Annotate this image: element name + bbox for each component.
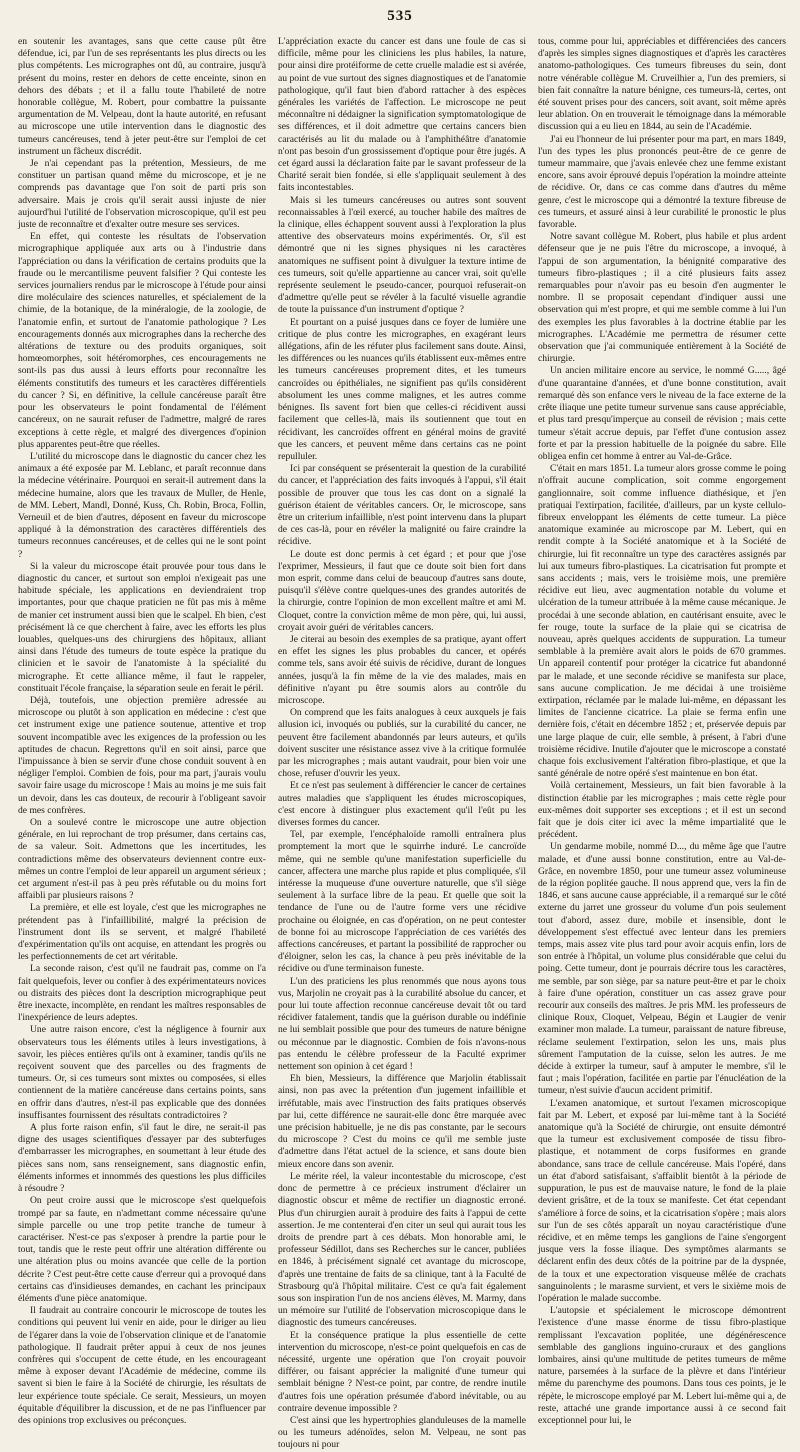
paragraph: L'examen anatomique, et surtout l'examen microscopique fait par M. Lebert, et exposé par lui-même tant à la Société anatomique qu'à la Société de chirurgie, ont ensuite démontré que la tumeur est exclusivement composée de tissu fibro-plastique, et notamment de corps fusiformes en grande abondance, sans trace de cellule cancéreuse. Mais l'opéré, dans un état d'abord satisfaisant, s'affaiblit bientôt à la période de suppuration, le pus est de mauvaise nature, le fond de la plaie devient grisâtre, et de la toux se manifeste. Cet état cependant s'améliore à force de soins, et la cicatrisation s'opère ; mais alors sur l'un de ses côtés apparaît un noyau caractéristique d'une récidive, et en même temps les ganglions de l'aine s'engorgent jusque vers la fosse iliaque. Des symptômes alarmants se déclarent enfin des deux côtés de la poitrine par de la dyspnée, de la toux et une expectoration visqueuse mêlée de crachats sanguinolents ; le marasme survient, et vers le sixième mois de l'opération le malade succombe. (538, 1097, 786, 1304)
paragraph: Un ancien militaire encore au service, le nommé G....., âgé d'une quarantaine d'années, et d'une bonne constitution, avait remarqué dès son enfance vers le niveau de la face externe de la crête iliaque une petite tumeur survenue sans cause appréciable, et plus tard presqu'imperçue au conseil de révision ; mais cette tumeur s'était accrue depuis, par l'effet d'une contusion assez forte et par la pression habituelle de la poignée du sabre. Elle obligea enfin cet homme à entrer au Val-de-Grâce. (538, 365, 786, 462)
paragraph: C'était en mars 1851. La tumeur alors grosse comme le poing n'offrait aucune complication, soit comme engorgement ganglionnaire, soit comme influence diathésique, et j'en pratiquai l'extirpation, facilitée, d'ailleurs, par un kyste cellulo-fibreux enveloppant les éléments de cette tumeur. La pièce anatomique examinée au microscope par M. Lebert, qui en rendit compte à la Société anatomique et à la Société de chirurgie, lui fit reconnaître un type des caractères assignés par lui aux tumeurs fibro-plastiques. La cicatrisation fut prompte et sans accidents ; mais, vers le troisième mois, une première récidive eut lieu, avec augmentation notable du volume et ulcération de la tumeur attribuée à la même cause mécanique. Je procédai à une seconde ablation, en cautérisant ensuite, avec le fer rouge, toute la surface de la plaie qui se cicatrisa de nouveau, après quelques accidents de suppuration. La tumeur semblable à la première avait alors le poids de 670 grammes. Un appareil contentif pour protéger la cicatrice fut abandonné par le malade, et une seconde récidive se manifesta sur place, sans aucune complication. Je me décidai à une troisième extirpation, réclamée par le malade lui-même, en dépassant les limites de l'ancienne cicatrice. La plaie se ferma enfin une dernière fois, c'était en décembre 1852 ; et, préservée depuis par une large plaque de cuir, elle semble, à présent, à l'abri d'une troisième récidive. Inutile d'ajouter que le microscope a constaté chaque fois exclusivement l'altération fibro-plastique, et que la santé générale de notre opéré s'est maintenue en bon état. (538, 463, 786, 780)
paragraph: En effet, qui conteste les résultats de l'observation micrographique appliquée aux arts ou à l'industrie dans l'appréciation ou dans la vérification de certains produits que la fraude ou le mercantilisme peuvent falsifier ? Qui conteste les services journaliers rendus par le microscope à l'étude pour ainsi dire moléculaire des sciences naturelles, et spécialement de la chimie, de la botanique, de la minéralogie, de la zoologie, de l'anatomie enfin, et surtout de l'anatomie pathologique ? Les encouragements donnés aux micrographes dans la recherche des altérations de texture ou des produits organiques, soit homœomorphes, soit hétéromorphes, ces encouragements ne sont-ils pas dus aussi à leurs efforts pour reconnaître les éléments constitutifs des tumeurs et les caractères différentiels du cancer ? Si, en définitive, la cellule cancéreuse paraît être pour les observateurs le point fondamental de l'élément cancéreux, on ne saurait refuser de l'admettre, malgré de rares exceptions à cette règle, et malgré des divergences d'opinion plus apparentes peut-être que réelles. (18, 231, 266, 450)
paragraph: La seconde raison, c'est qu'il ne faudrait pas, comme on l'a fait quelquefois, lever ou confier à des expérimentateurs novices ou distraits des pièces dont la description micrographique peut être inexacte, incomplète, en rendant les maîtres responsables de l'inexpérience de leurs adeptes. (18, 963, 266, 1024)
paragraph: C'est ainsi que les hypertrophies glanduleuses de la mamelle ou les tumeurs adénoïdes, selon M. Velpeau, ne sont pas toujours ni pour (278, 1414, 526, 1451)
paragraph: Le mérite réel, la valeur incontestable du microscope, c'est donc de permettre à ce précieux instrument d'éclairer un diagnostic obscur et même de rectifier un diagnostic erroné. Plus d'un chirurgien aurait à produire des faits à l'appui de cette assertion. Je me contenterai d'en citer un seul qui aurait tous les droits de prendre part à ces débats. Mon honorable ami, le professeur Sédillot, dans ses Recherches sur le cancer, publiées en 1846, à précisément signalé cet avantage du microscope, d'après une trentaine de faits de sa clinique, tant à la Faculté de Strasbourg qu'à l'hôpital militaire. C'est ce qu'a fait également sous son inspiration l'un de nos anciens élèves, M. Marmy, dans un mémoire sur l'utilité de l'observation microscopique dans le diagnostic des tumeurs cancéreuses. (278, 1170, 526, 1329)
paragraph: L'autopsie et spécialement le microscope démontrent l'existence d'une masse énorme de tissu fibro-plastique remplissant l'excavation poplitée, une dégénérescence semblable des ganglions inguino-cruraux et des ganglions lombaires, ainsi qu'une multitude de petites tumeurs de même nature, parsemées à la surface de la plèvre et dans l'intérieur même du parenchyme des poumons. Dans tous ces points, je le répète, le microscope employé par M. Lebert lui-même qui a, de reste, attaché une grande importance aussi à ce second fait exceptionnel pour lui, le (538, 1305, 786, 1426)
paragraph: Et ce n'est pas seulement à différencier le cancer de certaines autres maladies que s'appliquent les études microscopiques, c'est encore à distinguer plus exactement qu'il l'eût pu les diverses formes du cancer. (278, 780, 526, 828)
paragraph: Déjà, toutefois, une objection première adressée au microscope ou plutôt à son application en médecine : c'est que cet instrument exige une patience soutenue, attentive et trop souvent incompatible avec les exigences de la profession ou les aptitudes de chacun. Regrettons qu'il en soit ainsi, parce que l'impuissance à bien se servir d'une chose conduit souvent à en négliger l'emploi. Combien de fois, pour ma part, j'aurais voulu savoir faire usage du microscope ! Mais au moins je me suis fait un devoir, dans les cas douteux, de recourir à l'obligeant savoir de mes confrères. (18, 694, 266, 816)
column-3 (538, 36, 786, 1426)
paragraph: L'utilité du microscope dans le diagnostic du cancer chez les animaux a été exposée par M. Leblanc, et paraît reconnue dans la médecine vétérinaire. Pourquoi en serait-il autrement dans la médecine humaine, alors que les travaux de Muller, de Henle, de MM. Lebert, Mandl, Donné, Kuss, Ch. Robin, Broca, Follin, Verneuil et de bien d'autres, déposent en faveur du microscope appliqué à la démonstration des caractères différentiels des tumeurs reconnues cancéreuses, et de celles qui ne le sont point ? (18, 450, 266, 560)
paragraph: tous, comme pour lui, appréciables et différenciées des cancers d'après les simples signes diagnostiques et d'après les caractères anatomo-pathologiques. Ces tumeurs fibreuses du sein, dont notre vénérable collègue M. Cruveilhier a, l'un des premiers, si bien fait connaître la nature bénigne, ces tumeurs-là, certes, ont été souvent prises pour des cancers, soit avant, soit même après leur ablation. On en trouverait le témoignage dans la mémorable discussion qui a eu lieu en 1844, au sein de l'Académie. (538, 36, 786, 133)
paragraph: Mais si les tumeurs cancéreuses ou autres sont souvent reconnaissables à l'œil exercé, au toucher habile des maîtres de la clinique, elles échappent souvent aussi à l'exploration la plus attentive des observateurs moins expérimentés. Or, s'il est démontré que ni les signes physiques ni les caractères anatomiques ne suffisent point à divulguer la texture intime de ces tumeurs, soit qu'elle appartienne au cancer vrai, soit qu'elle représente seulement le pseudo-cancer, pourquoi refuserait-on d'admettre qu'elle peut se révéler à la faculté visuelle agrandie de toute la puissance d'un instrument d'optique ? (278, 194, 526, 316)
paragraph: Voilà certainement, Messieurs, un fait bien favorable à la distinction établie par les micrographes ; mais cette règle pour eux-mêmes doit supporter ses exceptions ; et il est un second fait que je dois citer ici avec la même impartialité que le précédent. (538, 780, 786, 841)
paragraph: L'un des praticiens les plus renommés que nous ayons tous vus, Marjolin ne croyait pas à la curabilité absolue du cancer, et pour lui toute affection reconnue cancéreuse devait tôt ou tard récidiver fatalement, tandis que la guérison durable ou indéfinie ne lui semblait possible que pour des tumeurs de nature bénigne ou méconnue par le diagnostic. Combien de fois n'avons-nous pas entendu le célèbre professeur de la Faculté exprimer nettement son opinion à cet égard ! (278, 975, 526, 1073)
paragraph: Un gendarme mobile, nommé D..., du même âge que l'autre malade, et d'une aussi bonne constitution, entre au Val-de-Grâce, en novembre 1850, pour une tumeur assez volumineuse de la région poplitée gauche. Il nous apprend que, vers la fin de 1846, et sans aucune cause appréciable, il a remarqué sur le côté externe du jarret une grosseur du volume d'un pois seulement tout d'abord, assez dure, mobile et insensible, dont le développement s'est effectué avec lenteur dans les premiers temps, mais assez vite plus tard pour avoir acquis enfin, lors de son entrée à l'hôpital, un volume plus considérable que celui du poing. Cette tumeur, dont je pourrais décrire tous les caractères, me semble, par son siège, par sa nature peut-être et par le choix à faire d'une opération, constituer un cas assez grave pour recourir aux conseils des maîtres. Je pris MM. les professeurs de clinique Roux, Cloquet, Velpeau, Bégin et Laugier de venir examiner mon malade. La tumeur, paraissant de nature fibreuse, réclame seulement l'extirpation, selon les uns, mais plus sûrement l'amputation de la cuisse, selon les autres. Je me décide à extirper la tumeur, sauf à amputer le membre, s'il le faut ; mais l'opération, facilitée en partie par l'énucléation de la tumeur, n'est suivie d'aucun accident primitif. (538, 841, 786, 1097)
paragraph: On peut croire aussi que le microscope s'est quelquefois trompé par sa faute, en n'admettant comme nécessaire qu'une simple parcelle ou une trop petite tranche de tumeur à caractériser. N'est-ce pas s'exposer à prendre la partie pour le tout, tandis que le reste peut offrir une altération différente ou une altération plus ou moins avancée que celle de la portion décrite ? C'est peut-être cette cause d'erreur qui a provoqué dans certains cas d'insidieuses demandes, en cachant les principaux éléments d'une pièce anatomique. (18, 1195, 266, 1304)
column-1 (18, 36, 266, 1426)
paragraph: Je n'ai cependant pas la prétention, Messieurs, de me constituer un partisan quand même du microscope, et je ne comprends pas davantage que l'on soit de parti pris son adversaire. Mais je crois qu'il serait aussi injuste de nier aujourd'hui l'utilité de l'observation microscopique, qu'il est peu juste de reconnaître et d'exalter outre mesure ses services. (18, 158, 266, 231)
paragraph: On comprend que les faits analogues à ceux auxquels je fais allusion ici, invoqués ou publiés, sur la curabilité du cancer, ne peuvent être facilement abandonnés par leurs auteurs, et qu'ils doivent susciter une résistance assez vive à la critique formulée par les micrographes ; mais autant vaudrait, pour bien voir une chose, refuser d'ouvrir les yeux. (278, 707, 526, 780)
paragraph: Si la valeur du microscope était prouvée pour tous dans le diagnostic du cancer, et surtout son emploi n'exigeait pas une habitude spéciale, les applications en deviendraient trop importantes, pour que chaque praticien ne fût pas mis à même de manier cet instrument aussi bien que le scalpel. Eh bien, c'est précisément là ce que cherchent à faire, avec les efforts les plus louables, quelques-uns des chirurgiens des hôpitaux, alliant ainsi dans l'étude des tumeurs de toute espèce la pratique du clinicien et le savoir de l'anatomiste à la spécialité du micrographe. Et cette alliance même, il faut le rappeler, constituait l'école française, la séparation seule en ferait le péril. (18, 560, 266, 694)
paragraph: en soutenir les avantages, sans que cette cause pût être défendue, ici, par l'un de ses représentants les plus directs ou les plus compétents. Les micrographes ont dû, au contraire, jusqu'à présent du moins, rester en dehors de cette enceinte, sinon en dehors des débats ; et il a fallu toute l'habileté de notre honorable collègue, M. Robert, pour combattre la puissante argumentation de M. Velpeau, dont la haute autorité, en refusant au microscope une utile intervention dans le diagnostic des tumeurs cancéreuses, tend à jeter peut-être sur l'emploi de cet instrument un fâcheux discrédit. (18, 36, 266, 157)
paragraph: Il faudrait au contraire concourir le microscope de toutes les conditions qui peuvent lui venir en aide, pour le diriger au lieu de l'égarer dans la voie de l'observation clinique et de l'anatomie pathologique. Il faudrait prêter appui à ceux de nos jeunes confrères qui s'occupent de cette étude, en les encourageant même à exposer devant l'Académie de médecine, comme ils savent si bien le faire à la Société de chirurgie, les résultats de leur expérience toute spéciale. Ce serait, Messieurs, un moyen équitable d'équilibrer la discussion, et de ne pas l'influencer par des opinions trop exclusives ou préconçues. (18, 1305, 266, 1426)
paragraph: Eh bien, Messieurs, la différence que Marjolin établissait ainsi, non pas avec la prétention d'un jugement infaillible et irréfutable, mais avec l'instruction des faits pratiques observés par lui, cette différence ne saurait-elle donc être marquée avec une précision habituelle, je ne dis pas constante, par le secours du microscope ? C'est du moins ce qu'il me semble juste d'admettre dans l'état actuel de la science, et sans doute bien mieux encore dans son avenir. (278, 1073, 526, 1170)
paragraph: J'ai eu l'honneur de lui présenter pour ma part, en mars 1849, l'un des types les plus prononcés peut-être de ce genre de tumeur mammaire, que j'avais enlevée chez une femme existant encore, sans avoir éprouvé depuis l'opération la moindre atteinte de récidive. Or, dans ce cas comme dans d'autres du même genre, c'est le microscope qui a démontré la texture fibreuse de ces tumeurs, et assuré ainsi à leur curabilité le pronostic le plus favorable. (538, 133, 786, 231)
paragraph: Ici par conséquent se présenterait la question de la curabilité du cancer, et l'appréciation des faits invoqués à l'appui, s'il était possible de prouver que tous les cas dont on a signalé la guérison étaient de véritables cancers. Or, le microscope, sans être un criterium infaillible, n'est point intervenu dans la plupart de ces cas-là, pour en révéler la malignité ou faire craindre la récidive. (278, 463, 526, 548)
paragraph: On a soulevé contre le microscope une autre objection générale, en lui reprochant de trop présumer, dans certains cas, de sa valeur. Soit. Admettons que les incertitudes, les contradictions même des observateurs deviennent contre eux-mêmes un contre l'emploi de leur appareil un argument sérieux ; cet argument n'est-il pas à peu près réfutable ou du moins fort affaibli par plusieurs raisons ? (18, 817, 266, 902)
paragraph: La première, et elle est loyale, c'est que les micrographes ne prétendent pas à l'infaillibilité, malgré la précision de l'instrument dont ils se servent, et malgré l'habileté d'expérimentation qu'ils ont acquise, en attendant les progrès ou les perfectionnements de cet art véritable. (18, 902, 266, 963)
paragraph: Et pourtant on a puisé jusques dans ce foyer de lumière une critique de plus contre les micrographes, en exagérant leurs allégations, afin de les réfuter plus facilement sans doute. Ainsi, les différences ou les nuances qu'ils établissent eux-mêmes entre les tumeurs cancéreuses proprement dites, et les tumeurs cancroïdes ou épithéliales, ne signifient pas qu'ils considèrent absolument les unes comme malignes, et les autres comme bénignes. Ils savent fort bien que celles-ci récidivent aussi facilement que celles-là, mais ils soutiennent que tout en récidivant, les cancroïdes offrent en général moins de gravité que les cancers, et peuvent même dans certains cas ne point repulluler. (278, 316, 526, 462)
paragraph: A plus forte raison enfin, s'il faut le dire, ne serait-il pas digne des usages scientifiques d'essayer par des subterfuges d'embarrasser les micrographes, en soumettant à leur étude des pièces sans nom, sans renseignement, sans diagnostic enfin, éléments informes et innommés des questions les plus difficiles à résoudre ? (18, 1122, 266, 1195)
paragraph: Je citerai au besoin des exemples de sa pratique, ayant offert en effet les signes les plus probables du cancer, et opérés comme tels, sans avoir été suivis de récidive, durant de longues années, jusqu'à la fin même de la vie des malades, mais en définitive n'ayant pu être soumis alors au contrôle du microscope. (278, 633, 526, 706)
paragraph: Une autre raison encore, c'est la négligence à fournir aux observateurs tous les éléments utiles à leurs investigations, à savoir, les pièces entières qu'ils ont à examiner, tandis qu'ils ne reçoivent souvent que des parcelles ou des fragments de tumeurs. Or, si ces tumeurs sont mixtes ou composées, si elles contiennent de la matière cancéreuse dans certains points, sans en offrir dans d'autres, n'est-il pas explicable que des données insuffisantes fournissent des résultats contradictoires ? (18, 1024, 266, 1121)
paragraph: Tel, par exemple, l'encéphaloïde ramolli entraînera plus promptement la mort que le squirrhe induré. Le cancroïde même, qui ne semble qu'une manifestation superficielle du cancer, affectera une marche plus rapide et plus compliquée, s'il intéresse la muqueuse d'une ouverture naturelle, que s'il siège seulement à la surface libre de la peau. Et quelle que soit la tendance de l'une ou de l'autre forme vers une récidive prochaine ou éloignée, en cas d'opération, on ne peut contester de bonne foi au microscope l'appréciation de ces variétés des affections cancéreuses, et partant la possibilité de rapprocher ou d'éloigner, selon les cas, la chance à peu près inévitable de la récidive ou d'une terminaison funeste. (278, 829, 526, 975)
paragraph: Le doute est donc permis à cet égard ; et pour que j'ose l'exprimer, Messieurs, il faut que ce doute soit bien fort dans mon esprit, comme dans celui de beaucoup d'autres sans doute, puisqu'il s'élève contre quelques-unes des grandes autorités de la chirurgie, contre l'opinion de mon excellent maître et ami M. Cloquet, contre la conviction même de mon père, qui, lui aussi, croyait avoir guéri de véritables cancers. (278, 548, 526, 633)
paragraph: Et la conséquence pratique la plus essentielle de cette intervention du microscope, n'est-ce point quelquefois en cas de nécessité, urgente une opération que l'on croyait pouvoir différer, ou faisant apprécier la malignité d'une tumeur qui semblait bénigne ? N'est-ce point, par contre, de rendre inutile d'autres fois une opération présumée d'abord inévitable, ou au contraire devenue impossible ? (278, 1329, 526, 1414)
page-number: 535 (387, 8, 413, 24)
text-columns (18, 36, 788, 1451)
column-2 (278, 36, 526, 1451)
paragraph: L'appréciation exacte du cancer est dans une foule de cas si difficile, même pour les cliniciens les plus habiles, la nature, pour ainsi dire protéiforme de cette cruelle maladie est si avérée, au point de vue surtout des signes diagnostiques et de l'anatomie pathologique, qu'il faut bien d'abord rattacher à des espèces générales les variétés de l'affection. Le microscope ne peut méconnaître ni dédaigner la signification symptomatologique de ses différences, et il doit admettre que certains cancers bien caractérisés au lit du malade ou à l'amphithéâtre d'anatomie n'ont pas besoin d'un grossissement d'optique pour être jugés. A cet égard aussi la déclaration faite par le savant professeur de la Charité serait bien fondée, si elle s'appliquait seulement à des faits incontestables. (278, 36, 526, 194)
paragraph: Notre savant collègue M. Robert, plus habile et plus ardent défenseur que je ne puis l'être du microscope, a invoqué, à l'appui de son argumentation, la bénignité comparative des tumeurs fibro-plastiques ; il a cité plusieurs faits assez remarquables pour n'avoir pas eu besoin d'en augmenter le nombre. Il se proposait cependant d'indiquer aussi une observation qui m'est propre, et qui me semble comme à lui l'un des exemples les plus favorables à la doctrine établie par les micrographes. L'Académie me permettra de résumer cette observation que j'ai communiquée entièrement à la Société de chirurgie. (538, 231, 786, 365)
